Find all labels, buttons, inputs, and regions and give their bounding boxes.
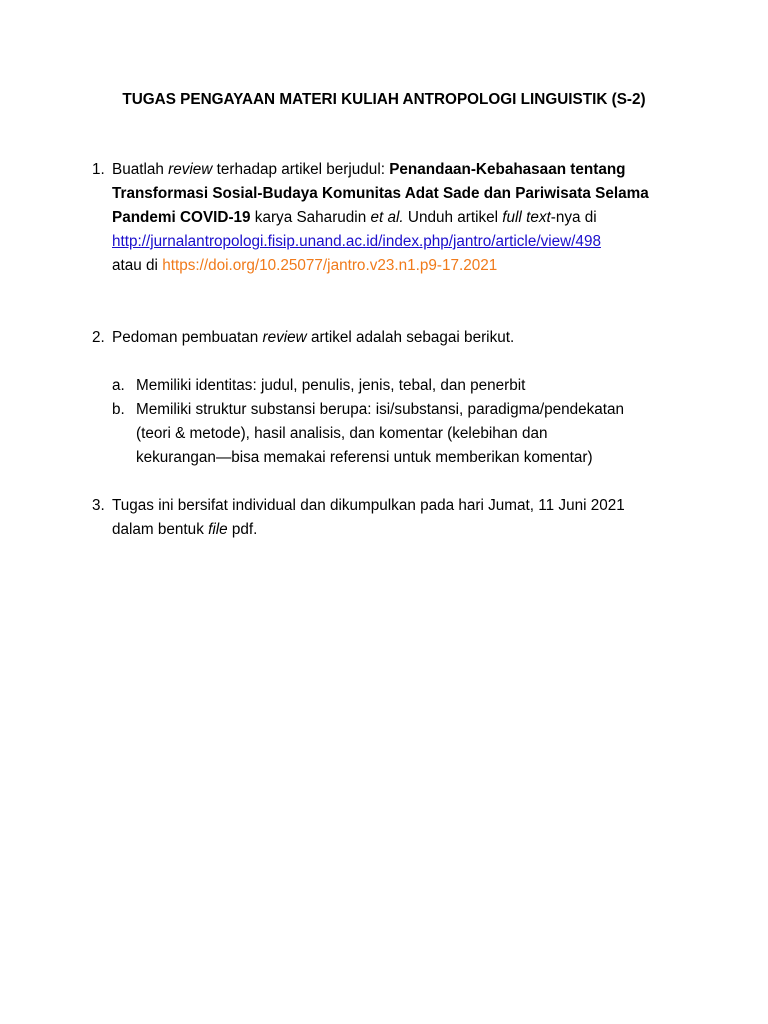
- item-2-number: 2.: [92, 329, 105, 346]
- et-al-text: et al.: [370, 209, 404, 226]
- article-url-link[interactable]: http://jurnalantropologi.fisip.unand.ac.id/index.php/jantro/article/view/498: [112, 233, 601, 250]
- item-1-text: Unduh artikel: [403, 209, 503, 226]
- item-3-line-2: [112, 520, 257, 540]
- item-1-line-4: [112, 232, 601, 252]
- item-1-text: -nya di: [550, 209, 597, 226]
- item-1-line-1: [112, 160, 626, 180]
- sub-item-a-letter: a.: [112, 377, 125, 394]
- item-2-text: Pedoman pembuatan: [112, 329, 263, 346]
- article-title-part-2: Transformasi Sosial-Budaya Komunitas Adat Sade dan Pariwisata Selama: [112, 185, 649, 202]
- full-text-word: full text: [502, 209, 551, 226]
- item-1-number: 1.: [92, 161, 105, 178]
- item-1-line-5: [112, 256, 497, 276]
- item-1-text: Buatlah: [112, 161, 169, 178]
- item-1-text: karya Saharudin: [250, 209, 371, 226]
- sub-item-a-text: Memiliki identitas: judul, penulis, jenis, tebal, dan penerbit: [136, 377, 526, 394]
- item-3-text: pdf.: [227, 521, 258, 538]
- item-3-text: dalam bentuk: [112, 521, 209, 538]
- file-word: file: [208, 521, 228, 538]
- item-3-line-1: Tugas ini bersifat individual dan dikumpulkan pada hari Jumat, 11 Juni 2021: [112, 497, 625, 514]
- article-title-part-3: Pandemi COVID-19: [112, 209, 251, 226]
- item-1-line-3: [112, 208, 597, 228]
- article-title-part-1: Penandaan-Kebahasaan tentang: [389, 161, 626, 178]
- doi-link[interactable]: https://doi.org/10.25077/jantro.v23.n1.p9-17.2021: [162, 257, 498, 274]
- item-2-text: artikel adalah sebagai berikut.: [306, 329, 515, 346]
- sub-item-b-line-1: Memiliki struktur substansi berupa: isi/substansi, paradigma/pendekatan: [136, 401, 625, 418]
- item-1-text: atau di: [112, 257, 163, 274]
- item-3-number: 3.: [92, 497, 105, 514]
- item-2-review-word: review: [262, 329, 307, 346]
- document-title: TUGAS PENGAYAAN MATERI KULIAH ANTROPOLOGI LINGUISTIK (S-2): [122, 91, 646, 108]
- item-1-review-word: review: [168, 161, 213, 178]
- sub-item-b-line-2: (teori & metode), hasil analisis, dan komentar (kelebihan dan: [136, 425, 548, 442]
- item-2-line-1: [112, 328, 514, 348]
- sub-item-b-line-3: kekurangan—bisa memakai referensi untuk memberikan komentar): [136, 449, 593, 466]
- item-1-text: terhadap artikel berjudul:: [212, 161, 390, 178]
- sub-item-b-letter: b.: [112, 401, 125, 418]
